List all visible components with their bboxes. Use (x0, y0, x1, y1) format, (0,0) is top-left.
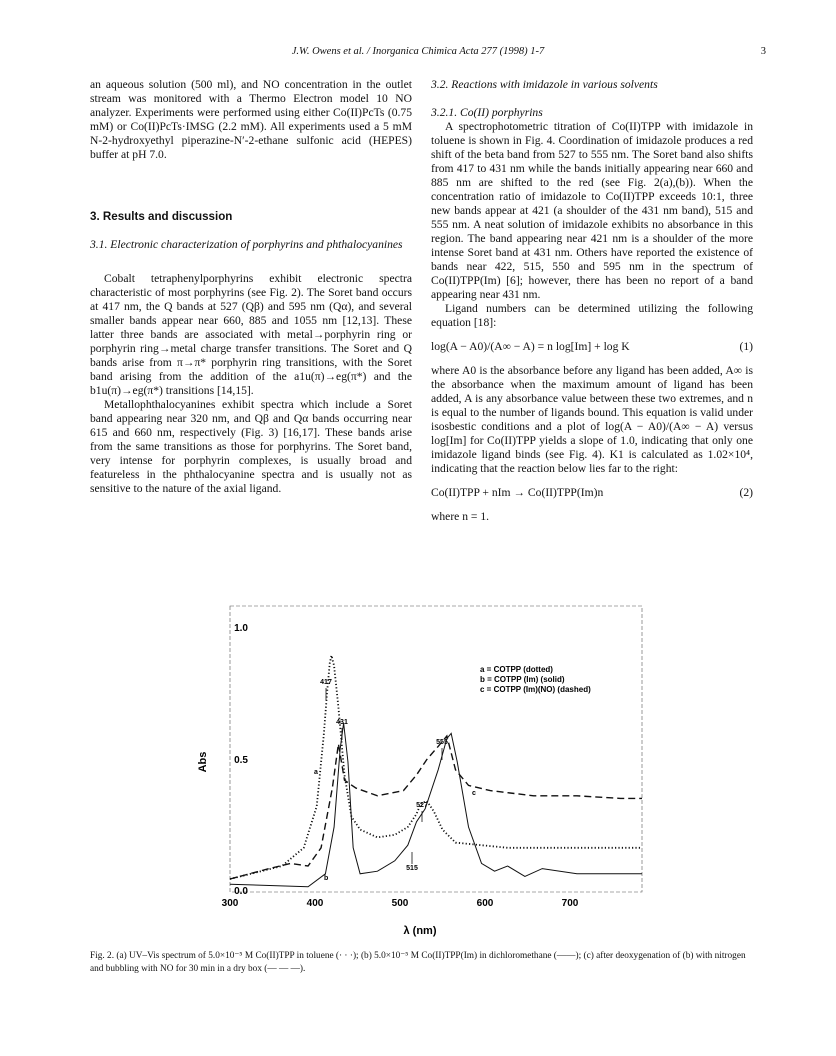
right-paragraph-3: where A0 is the absorbance before any ligand has been added, A∞ is the absorbance when the maximum amount of ligand has been added, A is any absorbance value between these two extremes, and n is equal to the number of ligands bound. This equation is valid under isosbestic conditions and a plot of log(A − A0)/(A∞ − A) versus log[Im] for Co(II)TPP yields a slope of 1.0, indicating that only one imidazole ligand binds (see Fig. 4). K1 is calculated as 1.02×10⁴, indicating that the reaction below lies far to the right: (431, 364, 753, 475)
curve-label-b: b (324, 875, 329, 882)
subsection-heading-3-2-1: 3.2.1. Co(II) porphyrins (431, 106, 543, 119)
x-tick-label-1: 300 (221, 898, 239, 909)
x-tick-label-2: 400 (306, 898, 324, 909)
y-tick-label-2: 0.5 (234, 755, 248, 766)
left-paragraph-1: an aqueous solution (500 ml), and NO concentration in the outlet stream was monitored with a Thermo Electron model 10 NO analyzer. Experiments were performed using either Co(II)PcTs (0.75 mM) or Co(II)PcTs·IMSG (2.2 mM). All experiments used a 5 mM N-2-hydroxyethyl piperazine-N′-2-ethane sulfonic acid (HEPES) buffer at pH 7.0. (90, 78, 412, 161)
left-column (90, 78, 412, 496)
x-tick-label-4: 600 (476, 898, 494, 909)
figure-2 (190, 602, 650, 942)
equation-1 (431, 340, 753, 354)
annotation-515: 515 (406, 865, 418, 872)
right-paragraph-4: where n = 1. (431, 510, 490, 523)
series-c-line (230, 736, 642, 879)
right-paragraph-2: Ligand numbers can be determined utilizing the following equation [18]: (431, 302, 753, 329)
annotation-417: 417 (320, 679, 332, 686)
running-head-text: J.W. Owens et al. / Inorganica Chimica Acta 277 (1998) 1-7 (291, 46, 545, 57)
y-tick-label-1: 1.0 (234, 623, 248, 634)
x-tick-label-3: 500 (391, 898, 409, 909)
equation-1-number: (1) (739, 340, 753, 353)
running-head (0, 46, 836, 57)
page-number: 3 (760, 46, 766, 57)
figure-caption-text: Fig. 2. (a) UV–Vis spectrum of 5.0×10⁻⁵ M Co(II)TPP in toluene (· · ·); (b) 5.0×10⁻⁵ M Co(II)TPP(Im) in dichloromethane (——); (c) after deoxygenation of (b) with nitrogen and bubbling with NO for 30 min in a dry box (— — —). (90, 951, 746, 974)
equation-2 (431, 486, 753, 500)
equation-2-text: Co(II)TPP + nIm → Co(II)TPP(Im)n (431, 486, 604, 499)
annotation-555: 555 (436, 739, 448, 746)
right-paragraph-1: A spectrophotometric titration of Co(II)TPP with imidazole in toluene is shown in Fig. 4. Coordination of imidazole produces a red shift of the beta band from 527 to 555 nm. The Soret band also shifts from 417 to 431 nm while the bands initially appearing near 660 and 885 nm are shifted to the red (see Fig. 2(a),(b)). When the concentration ratio of imidazole to Co(II)TPP exceeds 10:1, three new bands appear at 421 (a shoulder of the 431 nm band), 515 and 555 nm. A neat solution of imidazole exhibits no absorbance in this region. The band appearing near 421 nm is a shoulder of the more intense Soret band at 431 nm. Others have reported the existence of bands near 422, 515, 550 and 595 nm in the spectrum of Co(II)TPP(Im) [6]; however, there has been no report of a band appearing near 431 nm. (431, 120, 753, 301)
plot-frame (230, 606, 642, 892)
y-tick-label-3: 0.0 (234, 886, 248, 897)
left-paragraph-3: Metallophthalocyanines exhibit spectra which include a Soret band appearing near 320 nm, and Qβ and Qα bands occurring near 615 and 660 nm, respectively (Fig. 3) [16,17]. These bands arise from the same transitions as those for porphyrins. The Soret band, very intense for porphyrin complexes, is usually broad and featureless in the phthalocyanine spectra and is usually not as sensitive to the nature of the axial ligand. (90, 398, 412, 495)
annotation-527: 527 (416, 802, 428, 809)
x-axis-label: λ (nm) (403, 925, 437, 937)
annotations (314, 679, 476, 882)
annotation-431: 431 (336, 719, 348, 726)
curve-label-a: a (314, 769, 318, 776)
legend-entry-b: b = COTPP (Im) (solid) (480, 675, 565, 684)
equation-1-text: log(A − A0)/(A∞ − A) = n log[Im] + log K (431, 340, 630, 353)
left-paragraph-2: Cobalt tetraphenylporphyrins exhibit electronic spectra characteristic of most porphyrins (see Fig. 2). The Soret band occurs at 417 nm, the Q bands at 527 (Qβ) and 595 nm (Qα), and several smaller bands appear near 660, 885 and 1055 nm [12,13]. These latter three bands are associated with metal→porphyrin ring or porphyrin ring→metal charge transfer transitions. The Soret and Q bands arise from π→π* porphyrin ring transitions, with the Soret band arising from the addition of the a1u(π)→eg(π*) and the b1u(π)→eg(π*) transitions [14,15]. (90, 272, 412, 397)
section-heading-results: 3. Results and discussion (90, 210, 233, 223)
section-heading-3-2: 3.2. Reactions with imidazole in various solvents (431, 78, 658, 91)
annotation-arrows (326, 688, 442, 864)
right-column (431, 78, 753, 524)
legend-entry-c: c = COTPP (Im)(NO) (dashed) (480, 685, 591, 694)
y-axis-label: Abs (197, 751, 209, 773)
legend-entry-a: a = COTPP (dotted) (480, 665, 553, 674)
spectrum-chart (190, 602, 650, 942)
equation-2-number: (2) (739, 486, 753, 499)
curve-label-c: c (472, 790, 476, 797)
series-b-line (230, 723, 642, 887)
subsection-heading-3-1: 3.1. Electronic characterization of porphyrins and phthalocyanines (90, 238, 403, 251)
x-tick-label-5: 700 (561, 898, 579, 909)
figure-caption (90, 950, 750, 976)
legend (480, 665, 591, 694)
